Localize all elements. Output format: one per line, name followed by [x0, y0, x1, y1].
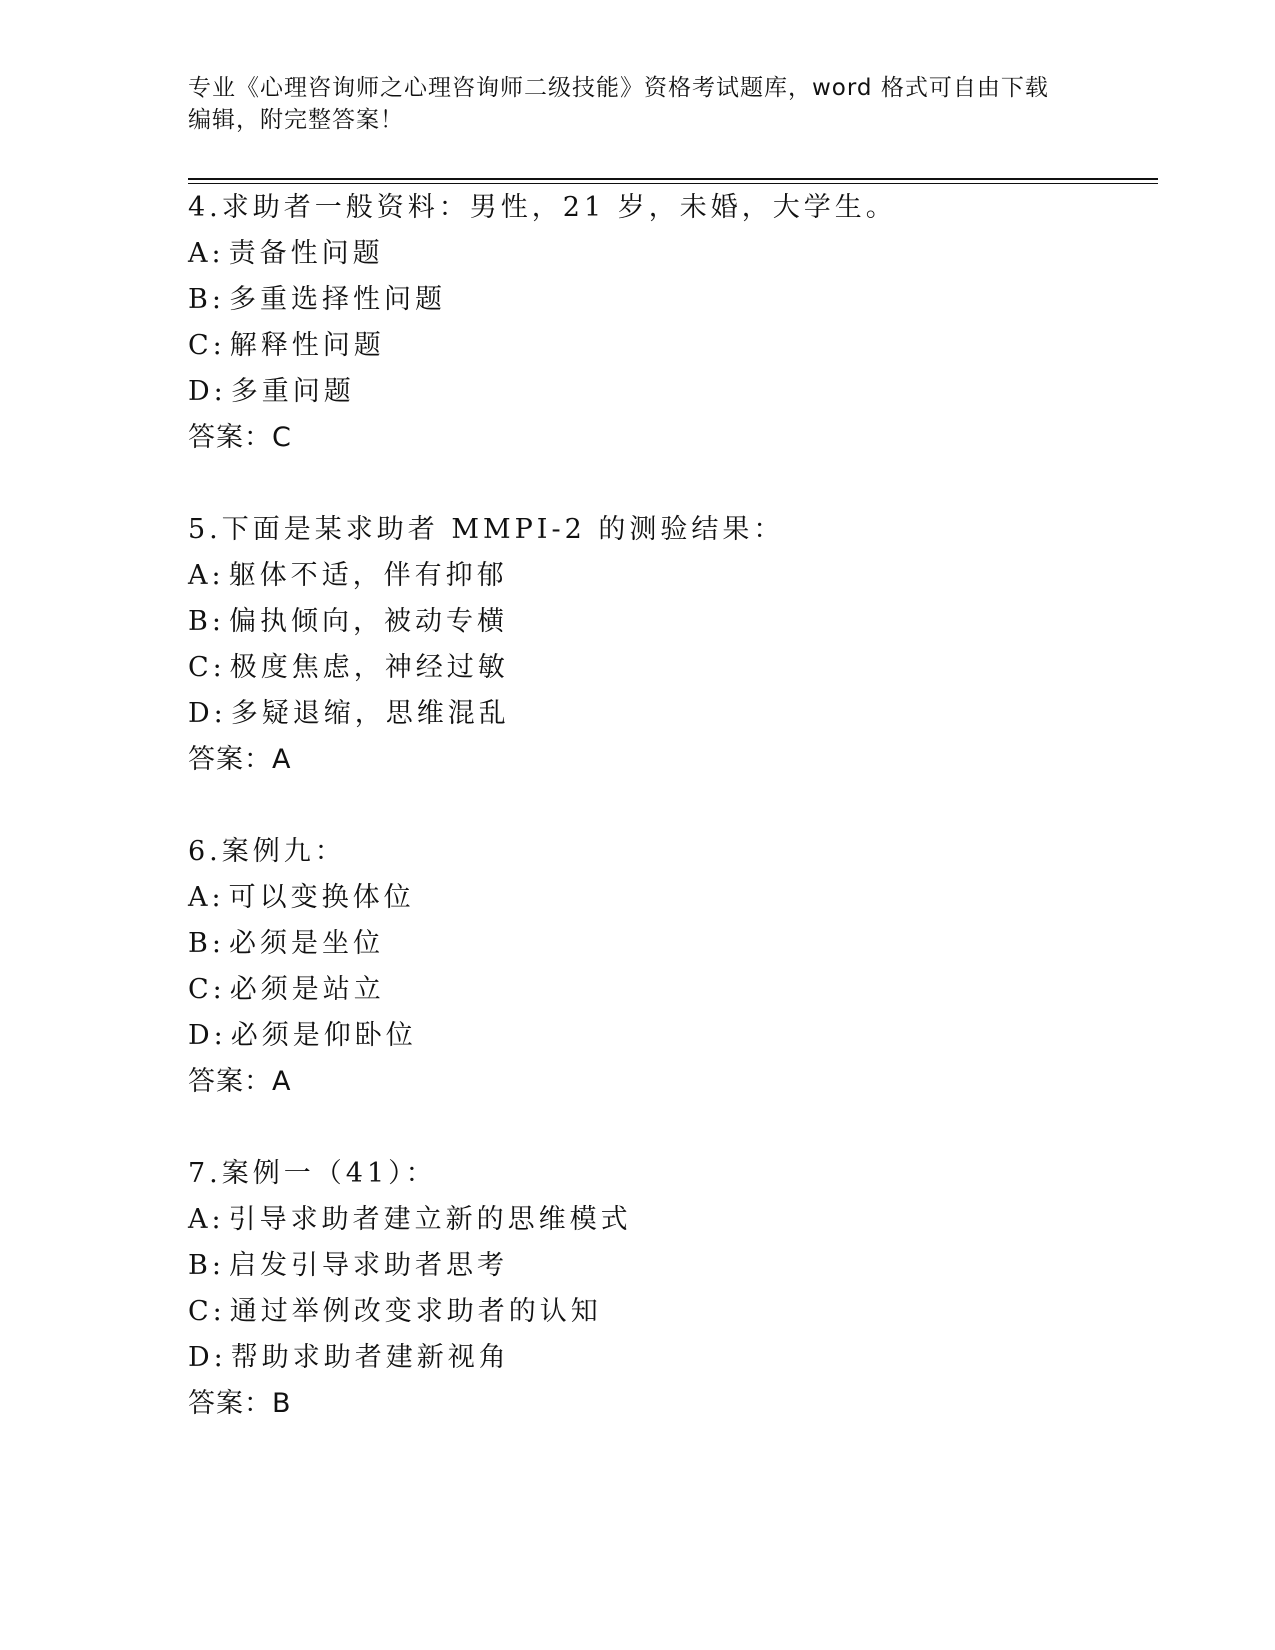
answer-line [188, 1059, 1148, 1105]
option-c: C: 通过举例改变求助者的认知 [188, 1296, 602, 1327]
option-a: A: 引导求助者建立新的思维模式 [188, 1204, 632, 1235]
question-block [188, 829, 1148, 1105]
answer-line [188, 415, 1148, 461]
answer-label: 答案： [188, 1388, 272, 1419]
option-c: C: 解释性问题 [188, 330, 385, 361]
question-block [188, 185, 1148, 461]
option-b: B: 多重选择性问题 [188, 284, 446, 315]
option-d: D: 多重问题 [188, 376, 355, 407]
option-b: B: 必须是坐位 [188, 928, 384, 959]
option-b: B: 启发引导求助者思考 [188, 1250, 508, 1281]
option-d: D: 多疑退缩，思维混乱 [188, 698, 510, 729]
question-stem: 6.案例九： [188, 836, 346, 867]
question-stem: 5.下面是某求助者 MMPI-2 的测验结果： [188, 514, 785, 545]
option-c: C: 极度焦虑，神经过敏 [188, 652, 509, 683]
answer-label: 答案： [188, 422, 272, 453]
option-a: A: 责备性问题 [188, 238, 384, 269]
answer-label: 答案： [188, 744, 272, 775]
question-stem: 4.求助者一般资料：男性，21 岁，未婚，大学生。 [188, 192, 897, 223]
answer-value: C [272, 422, 292, 453]
document-header [188, 72, 1088, 136]
answer-value: A [272, 1066, 292, 1097]
option-a: A: 躯体不适，伴有抑郁 [188, 560, 508, 591]
answer-value: A [272, 744, 292, 775]
header-line-2: 编辑，附完整答案！ [188, 107, 404, 133]
answer-line [188, 737, 1148, 783]
header-divider-thick [188, 178, 1158, 180]
option-c: C: 必须是站立 [188, 974, 385, 1005]
option-d: D: 帮助求助者建新视角 [188, 1342, 510, 1373]
question-block [188, 1151, 1148, 1427]
header-divider-thin [188, 183, 1158, 184]
answer-value: B [272, 1388, 292, 1419]
question-block [188, 507, 1148, 783]
option-d: D: 必须是仰卧位 [188, 1020, 417, 1051]
answer-line [188, 1381, 1148, 1427]
option-a: A: 可以变换体位 [188, 882, 415, 913]
header-line-1: 专业《心理咨询师之心理咨询师二级技能》资格考试题库，word 格式可自由下载 [188, 75, 1049, 101]
option-b: B: 偏执倾向，被动专横 [188, 606, 508, 637]
question-stem: 7.案例一（41）： [188, 1158, 437, 1189]
answer-label: 答案： [188, 1066, 272, 1097]
